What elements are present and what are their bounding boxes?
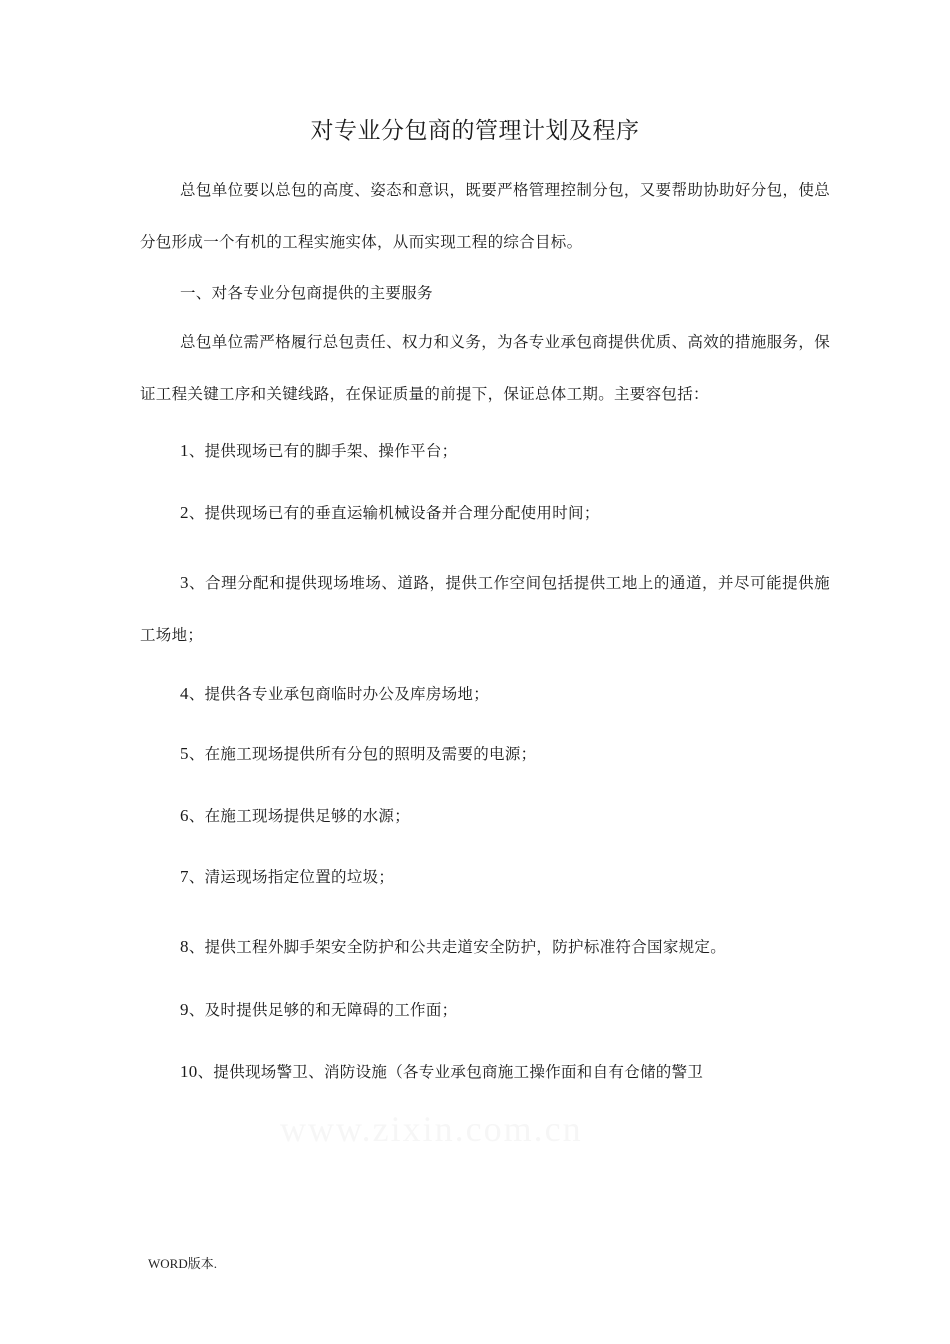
list-item	[180, 998, 830, 1022]
list-item-number: 10	[180, 1062, 198, 1081]
list-item-number: 3	[180, 573, 189, 592]
footer-note: WORD版本.	[148, 1256, 217, 1271]
section-heading: 一、对各专业分包商提供的主要服务	[180, 284, 433, 302]
list-item-text: 、提供各专业承包商临时办公及库房场地；	[188, 685, 490, 703]
list-item-number: 9	[180, 1000, 189, 1019]
list-item-number: 6	[180, 806, 189, 825]
list-item	[180, 682, 830, 706]
list-item-text: 、在施工现场提供所有分包的照明及需要的电源；	[188, 745, 537, 763]
intro-paragraph: 总包单位要以总包的高度、姿态和意识，既要严格管理控制分包，又要帮助协助好分包，使总分包形成一个有机的工程实施实体，从而实现工程的综合目标。	[140, 181, 830, 251]
list-item	[180, 865, 830, 889]
list-item	[180, 1060, 830, 1084]
list-item-text: 、合理分配和提供现场堆场、道路，提供工作空间包括提供工地上的通道，并尽可能提供施工场地；	[140, 574, 830, 644]
list-item-number: 8	[180, 937, 189, 956]
list-item-number: 4	[180, 684, 189, 703]
section-intro-paragraph: 总包单位需严格履行总包责任、权力和义务，为各专业承包商提供优质、高效的措施服务，保证工程关键工序和关键线路，在保证质量的前提下，保证总体工期。主要容包括：	[140, 333, 830, 403]
list-item-number: 5	[180, 744, 189, 763]
list-item-text: 、清运现场指定位置的垃圾；	[188, 868, 395, 886]
list-item	[180, 439, 830, 463]
list-item	[140, 557, 830, 661]
list-item-number: 1	[180, 441, 189, 460]
list-item-text: 、提供现场警卫、消防设施（各专业承包商施工操作面和自有仓储的警卫	[197, 1063, 704, 1081]
list-item-text: 、提供现场已有的脚手架、操作平台；	[188, 442, 458, 460]
watermark: www.zixin.com.cn	[280, 1109, 583, 1149]
list-item-number: 2	[180, 503, 189, 522]
list-item-text: 、提供工程外脚手架安全防护和公共走道安全防护，防护标准符合国家规定。	[188, 938, 727, 956]
document-title: 对专业分包商的管理计划及程序	[310, 118, 640, 144]
list-item-text: 、在施工现场提供足够的水源；	[188, 807, 411, 825]
list-item	[180, 935, 830, 959]
list-item	[180, 804, 830, 828]
list-item	[180, 501, 830, 525]
list-item-text: 、及时提供足够的和无障碍的工作面；	[188, 1001, 458, 1019]
list-item-text: 、提供现场已有的垂直运输机械设备并合理分配使用时间；	[188, 504, 600, 522]
list-item-number: 7	[180, 867, 189, 886]
list-item	[180, 742, 830, 766]
